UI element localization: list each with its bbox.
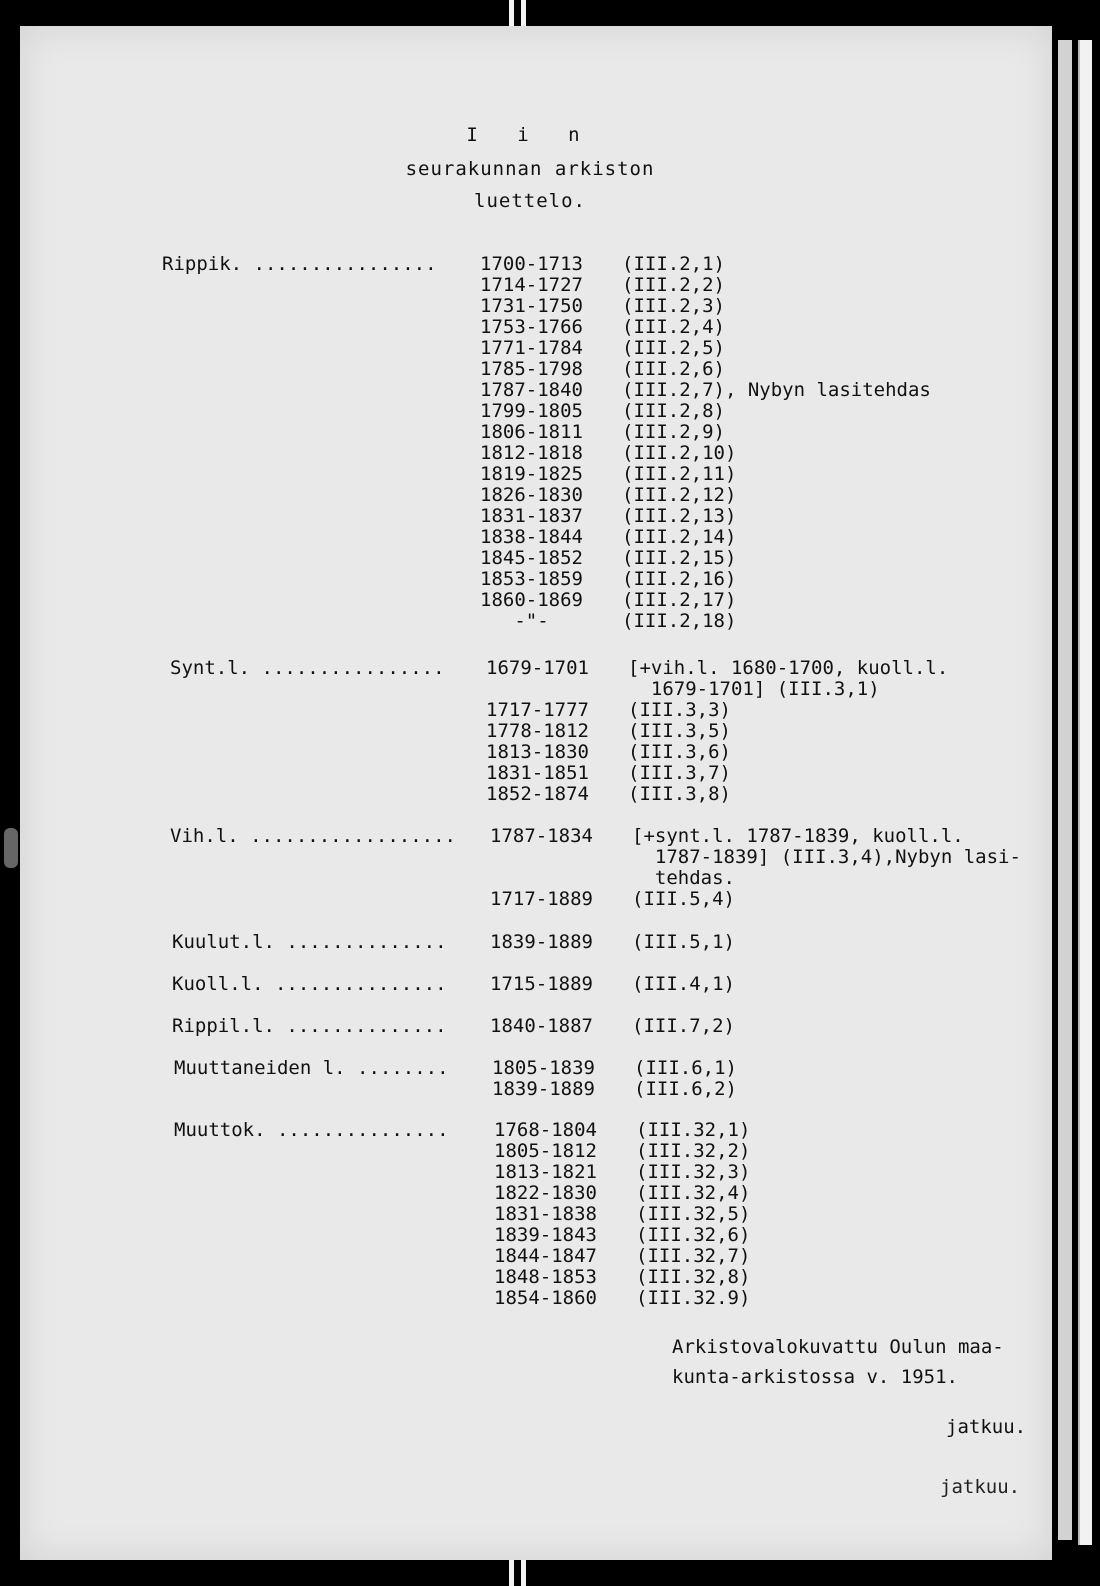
entry-years: 1819-1825 bbox=[480, 463, 583, 485]
section-label: Muuttaneiden l. ........ bbox=[174, 1057, 449, 1079]
entry-row bbox=[490, 826, 964, 847]
entry-ref: (III.2,14) bbox=[622, 526, 737, 548]
entry-ref: (III.2,3) bbox=[622, 295, 725, 317]
entry-years: 1787-1834 bbox=[490, 825, 593, 847]
entry-row bbox=[494, 1141, 750, 1162]
entry-years: 1731-1750 bbox=[480, 295, 583, 317]
entry-ref: 1787-1839] (III.3,4),Nybyn lasi- bbox=[632, 846, 1021, 868]
entry-ref: (III.32,2) bbox=[636, 1140, 751, 1162]
entry-row bbox=[486, 700, 731, 721]
entry-row bbox=[480, 401, 725, 422]
entry-ref: (III.3,3) bbox=[628, 699, 731, 721]
page-speck bbox=[4, 828, 18, 868]
entry-ref: (III.32,6) bbox=[636, 1224, 751, 1246]
header-title: I i n bbox=[466, 124, 594, 146]
entry-ref: (III.5,4) bbox=[632, 888, 735, 910]
entry-row bbox=[494, 1225, 750, 1246]
entry-years: 1813-1821 bbox=[494, 1161, 597, 1183]
entry-ref: (III.2,9) bbox=[622, 421, 725, 443]
entry-ref: (III.32,7) bbox=[636, 1245, 751, 1267]
entry-row bbox=[480, 527, 736, 548]
entry-years: 1717-1889 bbox=[490, 888, 593, 910]
entry-years: 1768-1804 bbox=[494, 1119, 597, 1141]
entry-row bbox=[486, 679, 880, 700]
entry-ref: tehdas. bbox=[632, 867, 735, 889]
entry-row bbox=[490, 1016, 735, 1037]
entry-ref: (III.3,5) bbox=[628, 720, 731, 742]
entry-row bbox=[480, 569, 736, 590]
entry-row bbox=[486, 721, 731, 742]
entry-ref: (III.2,10) bbox=[622, 442, 737, 464]
entry-years: 1852-1874 bbox=[486, 783, 589, 805]
entry-row bbox=[480, 296, 725, 317]
entry-years: 1813-1830 bbox=[486, 741, 589, 763]
entry-ref: (III.2,6) bbox=[622, 358, 725, 380]
entry-ref: (III.3,8) bbox=[628, 783, 731, 805]
entry-years: 1805-1839 bbox=[492, 1057, 595, 1079]
entry-row bbox=[492, 1058, 737, 1079]
entry-row bbox=[480, 275, 725, 296]
entry-ref: (III.2,8) bbox=[622, 400, 725, 422]
entry-years: 1854-1860 bbox=[494, 1287, 597, 1309]
entry-years: 1799-1805 bbox=[480, 400, 583, 422]
entry-years: 1812-1818 bbox=[480, 442, 583, 464]
entry-years: 1806-1811 bbox=[480, 421, 583, 443]
entry-years: 1700-1713 bbox=[480, 253, 583, 275]
entry-years: 1848-1853 bbox=[494, 1266, 597, 1288]
entry-row bbox=[480, 485, 736, 506]
entry-ref: (III.2,4) bbox=[622, 316, 725, 338]
section-label: Rippik. ................ bbox=[162, 253, 437, 275]
entry-ref: (III.3,7) bbox=[628, 762, 731, 784]
entry-row bbox=[480, 380, 931, 401]
entry-years: 1831-1837 bbox=[480, 505, 583, 527]
entry-years: 1785-1798 bbox=[480, 358, 583, 380]
entry-years: 1753-1766 bbox=[480, 316, 583, 338]
entry-row bbox=[480, 359, 725, 380]
entry-years: 1826-1830 bbox=[480, 484, 583, 506]
entry-years: 1860-1869 bbox=[480, 589, 583, 611]
entry-row bbox=[480, 464, 736, 485]
entry-row bbox=[486, 658, 948, 679]
entry-row bbox=[490, 932, 735, 953]
entry-ref: 1679-1701] (III.3,1) bbox=[628, 678, 880, 700]
entry-years: 1844-1847 bbox=[494, 1245, 597, 1267]
section-label: Rippil.l. .............. bbox=[172, 1015, 447, 1037]
photography-note-line-2: kunta-arkistossa v. 1951. bbox=[672, 1366, 958, 1388]
entry-years: 1805-1812 bbox=[494, 1140, 597, 1162]
entry-years: 1839-1843 bbox=[494, 1224, 597, 1246]
entry-ref: [+vih.l. 1680-1700, kuoll.l. bbox=[628, 657, 949, 679]
entry-ref: (III.2,12) bbox=[622, 484, 737, 506]
entry-years: 1839-1889 bbox=[492, 1078, 595, 1100]
entry-ref: (III.32.9) bbox=[636, 1287, 751, 1309]
header-subtitle: seurakunnan arkiston bbox=[405, 158, 655, 180]
entry-years: 1715-1889 bbox=[490, 973, 593, 995]
entry-ref: (III.4,1) bbox=[632, 973, 735, 995]
entry-ref: (III.2,11) bbox=[622, 463, 737, 485]
entry-ref: (III.2,16) bbox=[622, 568, 737, 590]
entry-row bbox=[480, 422, 725, 443]
entry-years: 1840-1887 bbox=[490, 1015, 593, 1037]
entry-ref: (III.3,6) bbox=[628, 741, 731, 763]
entry-row bbox=[490, 974, 735, 995]
entry-ref: (III.32,5) bbox=[636, 1203, 751, 1225]
section-label: Vih.l. .................. bbox=[170, 825, 456, 847]
section-label: Kuoll.l. ............... bbox=[172, 973, 447, 995]
entry-years: 1679-1701 bbox=[486, 657, 589, 679]
film-strip-top-2 bbox=[521, 0, 526, 26]
section-label: Kuulut.l. .............. bbox=[172, 931, 447, 953]
entry-row bbox=[490, 847, 1021, 868]
entry-years: 1717-1777 bbox=[486, 699, 589, 721]
entry-row bbox=[486, 763, 731, 784]
entry-row bbox=[494, 1120, 750, 1141]
entry-row bbox=[494, 1204, 750, 1225]
entry-row bbox=[480, 548, 736, 569]
entry-years: 1771-1784 bbox=[480, 337, 583, 359]
entry-row bbox=[486, 784, 731, 805]
entry-years: 1853-1859 bbox=[480, 568, 583, 590]
entry-row bbox=[480, 317, 725, 338]
film-strip-top-1 bbox=[509, 0, 514, 26]
entry-ref: (III.5,1) bbox=[632, 931, 735, 953]
entry-ref: (III.2,5) bbox=[622, 337, 725, 359]
header-subtitle-2: luettelo. bbox=[474, 190, 586, 212]
entry-years: 1822-1830 bbox=[494, 1182, 597, 1204]
section-label: Muuttok. ............... bbox=[174, 1119, 449, 1141]
continues-ghost-label: jatkuu. bbox=[940, 1476, 1021, 1498]
entry-row bbox=[494, 1183, 750, 1204]
entry-row bbox=[494, 1288, 750, 1309]
entry-ref: (III.2,2) bbox=[622, 274, 725, 296]
entry-row bbox=[480, 590, 736, 611]
entry-ref: (III.32,4) bbox=[636, 1182, 751, 1204]
entry-row bbox=[480, 506, 736, 527]
continues-label: jatkuu. bbox=[946, 1416, 1027, 1438]
photography-note-line-1: Arkistovalokuvattu Oulun maa- bbox=[672, 1336, 1004, 1358]
entry-row bbox=[480, 611, 736, 632]
entry-row bbox=[490, 889, 735, 910]
entry-ref: (III.2,13) bbox=[622, 505, 737, 527]
entry-ref: (III.2,18) bbox=[622, 610, 737, 632]
entry-years: 1838-1844 bbox=[480, 526, 583, 548]
entry-row bbox=[480, 338, 725, 359]
entry-ref: (III.32,1) bbox=[636, 1119, 751, 1141]
entry-row bbox=[480, 254, 725, 275]
entry-years: 1714-1727 bbox=[480, 274, 583, 296]
entry-row bbox=[486, 742, 731, 763]
entry-ref: (III.32,8) bbox=[636, 1266, 751, 1288]
entry-years: 1778-1812 bbox=[486, 720, 589, 742]
entry-row bbox=[490, 868, 735, 889]
entry-ref: (III.2,1) bbox=[622, 253, 725, 275]
entry-ref: (III.2,17) bbox=[622, 589, 737, 611]
film-strip-bottom-1 bbox=[509, 1560, 514, 1586]
entry-years: 1787-1840 bbox=[480, 379, 583, 401]
entry-ref: [+synt.l. 1787-1839, kuoll.l. bbox=[632, 825, 964, 847]
entry-row bbox=[494, 1162, 750, 1183]
entry-row bbox=[494, 1267, 750, 1288]
entry-ref: (III.7,2) bbox=[632, 1015, 735, 1037]
page-edge-backsheet bbox=[1078, 40, 1092, 1545]
entry-row bbox=[494, 1246, 750, 1267]
entry-ref: (III.2,7), Nybyn lasitehdas bbox=[622, 379, 931, 401]
entry-row bbox=[492, 1079, 737, 1100]
section-label: Synt.l. ................ bbox=[170, 657, 445, 679]
entry-ref: (III.32,3) bbox=[636, 1161, 751, 1183]
entry-ref: (III.6,1) bbox=[634, 1057, 737, 1079]
entry-years: 1831-1838 bbox=[494, 1203, 597, 1225]
entry-years: 1845-1852 bbox=[480, 547, 583, 569]
page-edge-shadow bbox=[1058, 40, 1072, 1540]
entry-years: -"- bbox=[480, 610, 549, 632]
entry-row bbox=[480, 443, 736, 464]
film-strip-bottom-2 bbox=[521, 1560, 526, 1586]
entry-ref: (III.6,2) bbox=[634, 1078, 737, 1100]
entry-years: 1839-1889 bbox=[490, 931, 593, 953]
entry-ref: (III.2,15) bbox=[622, 547, 737, 569]
entry-years: 1831-1851 bbox=[486, 762, 589, 784]
